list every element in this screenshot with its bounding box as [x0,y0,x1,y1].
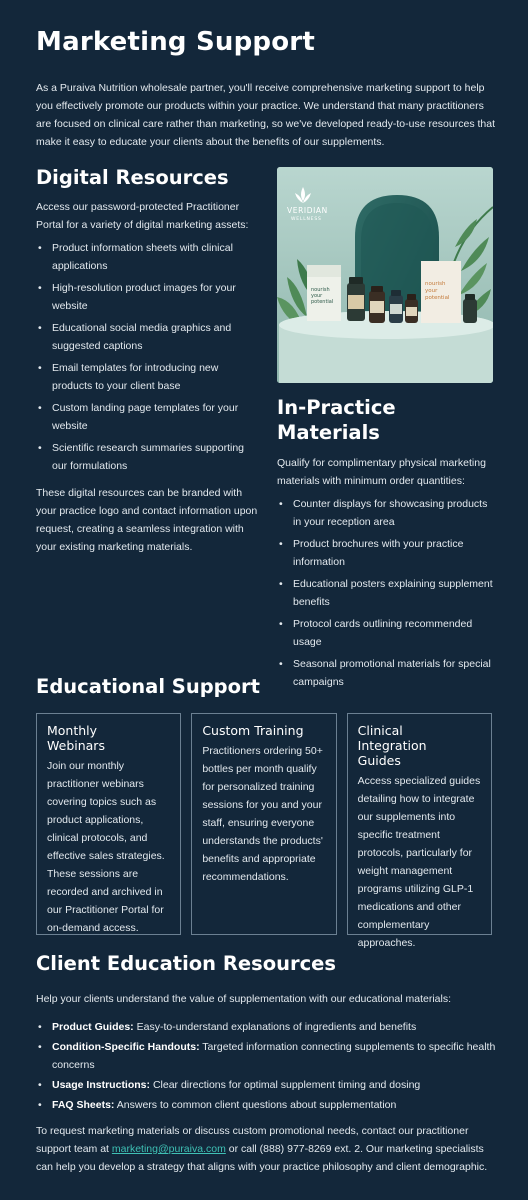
list-item: • Product information sheets with clinical applications [36,239,258,275]
list-item: • Email templates for introducing new products to your client base [36,359,258,395]
digital-resources-closing: These digital resources can be branded with your practice logo and contact information upon request, creating a seamless integration with your existing marketing materials. [36,487,258,553]
list-item: • Seasonal promotional materials for special campaigns [277,655,493,691]
list-item: • Custom landing page templates for your website [36,399,258,435]
closing-text: To request marketing materials or discuss custom promotional needs, contact our practitioner support team at [36,1125,469,1155]
item-label: Product Guides: [52,1021,134,1033]
card-body: Practitioners ordering 50+ bottles per month qualify for personalized training sessions for you and your staff, ensuring everyone understands the products' benefits and appropriate recommendations. [202,745,323,883]
list-item: • Scientific research summaries supporting our formulations [36,439,258,475]
card-title-line: Guides [357,753,401,768]
support-cards [36,713,492,949]
item-text: Easy-to-understand explanations of ingredients and benefits [133,1021,417,1033]
list-item: • High-resolution product images for your website [36,279,258,315]
intro-paragraph: As a Puraiva Nutrition wholesale partner, you'll receive comprehensive marketing support to help you effectively promote our products within your practice. We understand that many practitioners are focused on clinical care rather than marketing, so we've developed ready-to-use resources that make it easy to educate your clients about the benefits of our supplements. [36,82,496,148]
product-display-illustration [277,167,493,383]
digital-resources-lead: Access our password-protected Practitioner Portal for a variety of digital marketing assets: [36,201,249,231]
card-body: Access specialized guides detailing how to integrate our supplements into specific treatment protocols, particularly for weight management programs utilizing GLP-1 medications and other complementary approaches. [357,775,481,949]
digital-resources-section [36,165,258,560]
in-practice-list [277,495,493,691]
support-card [347,713,492,949]
digital-resources-heading: Digital Resources [36,166,229,189]
card-title [202,723,325,738]
card-title-line: Integration [357,738,427,753]
list-item [36,1038,496,1074]
item-label: FAQ Sheets: [52,1099,115,1111]
page-title: Marketing Support [36,27,315,57]
list-item: • Educational posters explaining supplement benefits [277,575,493,611]
item-text: Answers to common client questions about supplementation [114,1099,397,1111]
box-text-line: potential [425,295,450,301]
list-item: • Educational social media graphics and suggested captions [36,319,258,355]
list-item: • Counter displays for showcasing products in your reception area [277,495,493,531]
support-card [191,713,336,935]
card-title-line: Custom Training [202,723,304,738]
box-text-line: nourish [311,287,330,293]
client-education-heading: Client Education Resources [36,952,336,975]
card-title-line: Webinars [47,738,105,753]
list-item: • Protocol cards outlining recommended usage [277,615,493,651]
item-label: Usage Instructions: [52,1079,151,1091]
client-education-closing [36,1122,496,1176]
card-body: Join our monthly practitioner webinars covering topics such as product applications, clinical protocols, and effective sales strategies. These sessions are recorded and archived in our Practitioner Portal for on-demand access. [47,760,165,934]
list-item [36,1096,496,1114]
educational-support-heading: Educational Support [36,675,260,698]
client-education-lead: Help your clients understand the value of supplementation with our educational materials: [36,993,451,1005]
educational-support-section [36,674,492,949]
card-title-line: Monthly [47,723,98,738]
email-link[interactable]: marketing@puraiva.com [111,1143,226,1155]
support-card [36,713,181,935]
client-education-section [36,951,496,1176]
heading-line: Materials [277,421,380,444]
brand-name-line: VERIDIAN [287,206,328,215]
box-text-line: potential [311,299,334,305]
item-label: Condition-Specific Handouts: [52,1041,200,1053]
product-display-photo [277,167,493,383]
item-text: Targeted information connecting supplements to specific health concerns [52,1041,496,1071]
closing-text: or call (888) 977-8269 ext. 2. Our marketing specialists can help you develop a strategy that aligns with your practice philosophy and client demographic. [36,1143,488,1173]
in-practice-heading [277,395,493,445]
digital-resources-list [36,239,258,475]
in-practice-lead: Qualify for complimentary physical marketing materials with minimum order quantities: [277,457,486,487]
box-text-line: your [311,293,323,299]
box-text-line: nourish [425,281,446,287]
card-title [47,723,170,753]
card-title [358,723,481,768]
list-item [36,1076,496,1094]
box-text-line: your [425,288,438,294]
list-item: • Product brochures with your practice information [277,535,493,571]
brand-name-line: WELLNESS [291,217,322,222]
in-practice-section [277,167,493,700]
client-education-list [36,1018,496,1114]
list-item [36,1018,496,1036]
heading-line: In-Practice [277,396,396,419]
item-text: Clear directions for optimal supplement timing and dosing [150,1079,421,1091]
card-title-line: Clinical [357,723,403,738]
